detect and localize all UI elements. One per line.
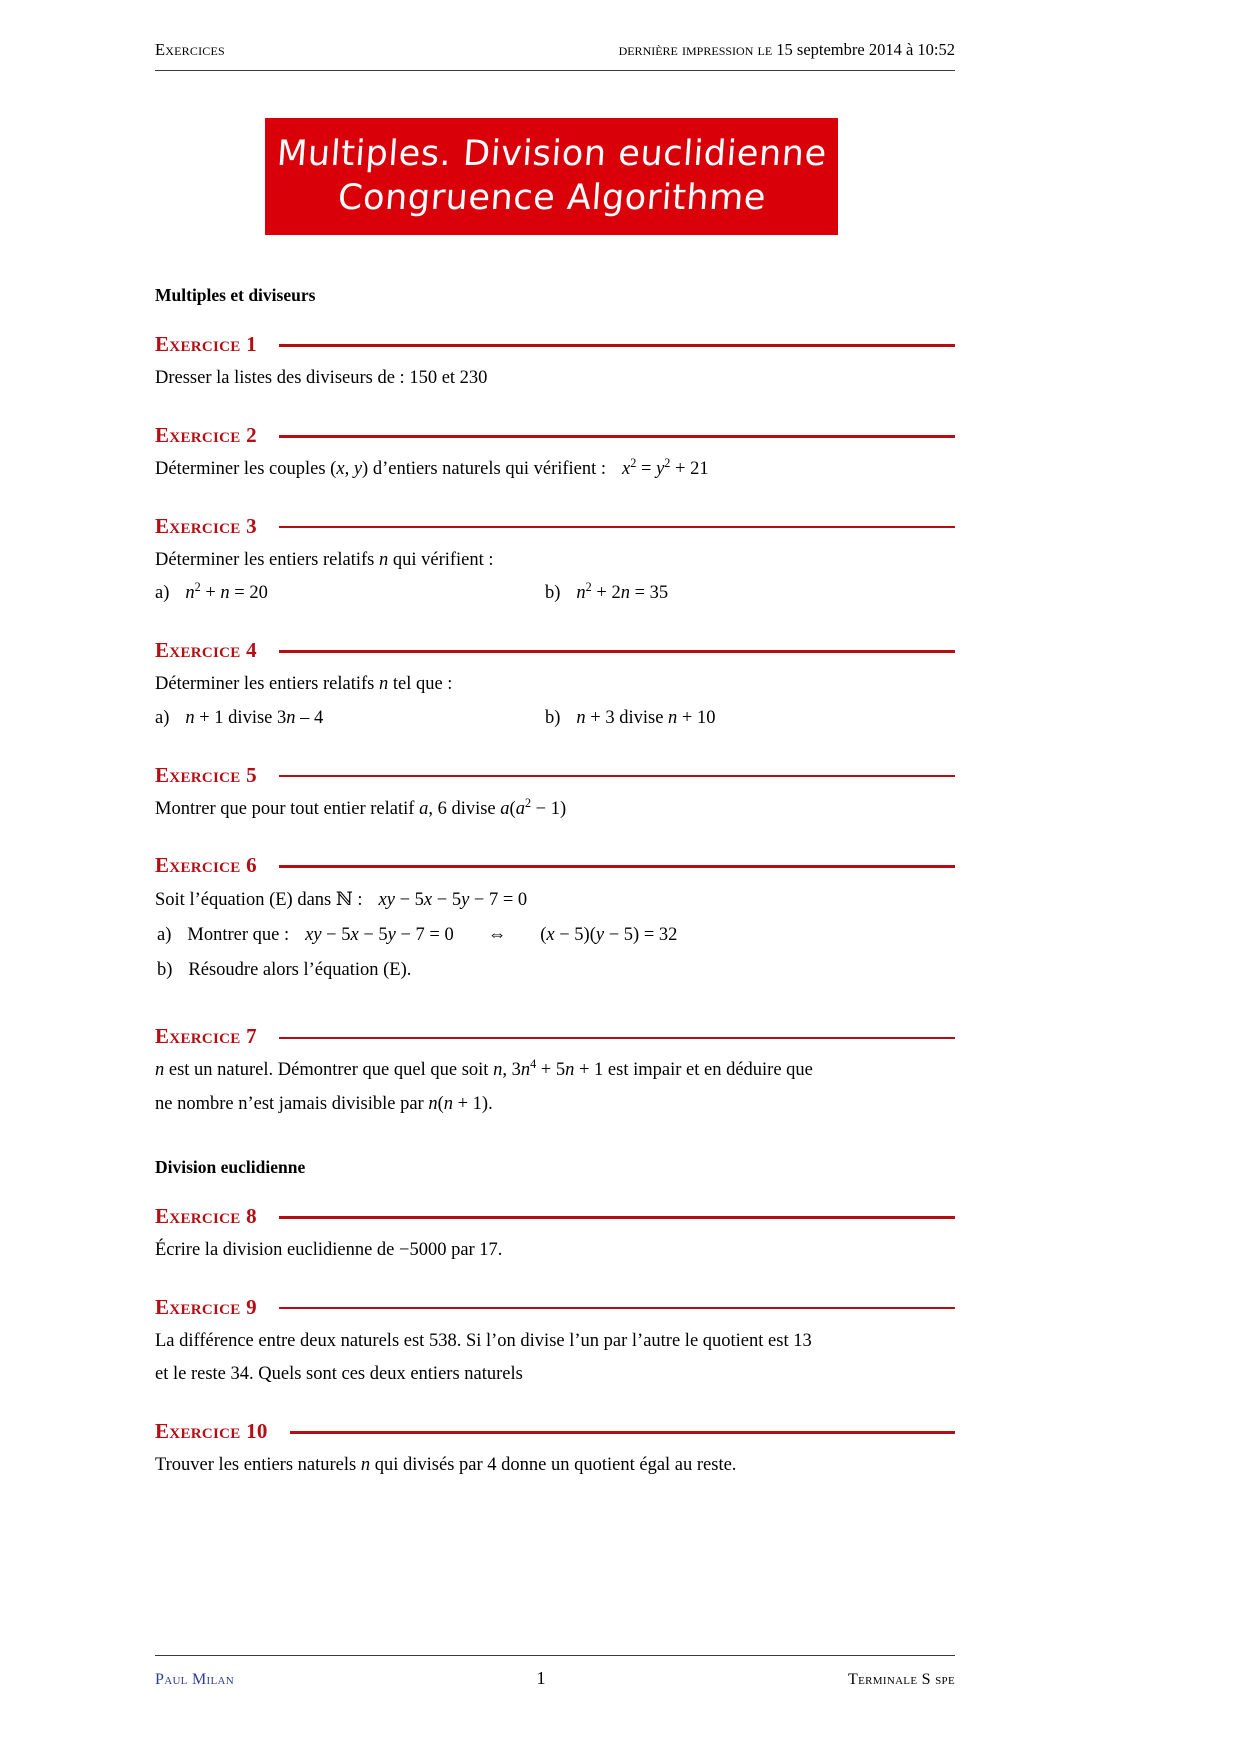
ex7-text-a: est un naturel. Démontrer que quel que soit <box>164 1060 494 1081</box>
ex7-l2-n2: n <box>443 1094 453 1115</box>
ex6-text-a: Soit l’équation (E) dans <box>155 890 336 911</box>
page-header <box>155 40 955 60</box>
exercise-header-8 <box>155 1204 955 1229</box>
ex6-eq-end: − 7 = 0 <box>469 890 528 911</box>
ex7-var-n: n <box>155 1060 165 1081</box>
ex3-a-end: = 20 <box>229 583 268 604</box>
title-line-2: Congruence Algorithme <box>336 177 767 218</box>
exercise-label-7: Exercice 7 <box>155 1024 257 1049</box>
exercise-body-4 <box>155 671 955 733</box>
title-line-1: Multiples. Division euclidienne <box>275 133 828 174</box>
exercise-label-6: Exercice 6 <box>155 853 257 878</box>
exercise-label-3: Exercice 3 <box>155 513 257 538</box>
exercise-header-6 <box>155 853 955 878</box>
exercise-label-10: Exercice 10 <box>155 1419 268 1444</box>
ex3-a-prefix: a) <box>155 583 170 604</box>
ex3-b-sup: 2 <box>585 580 592 595</box>
exercise-6-item-a <box>155 921 955 950</box>
exercise-rule-8 <box>279 1216 955 1219</box>
exercise-rule-5 <box>279 775 955 778</box>
ex5-var-a2: a <box>500 798 510 819</box>
exercise-4-items <box>155 705 955 733</box>
exercise-label-8: Exercice 8 <box>155 1203 257 1228</box>
ex6-text-b: : <box>352 890 363 911</box>
ex6-a-text: Montrer que : <box>187 925 290 945</box>
ex6-a-eq-m2: − 5 <box>358 925 388 945</box>
ex6-a-prefix: a) <box>157 925 172 945</box>
ex2-eq-x: x <box>622 458 631 479</box>
ex6-a-res-x: x <box>546 925 555 945</box>
header-rule <box>155 70 955 71</box>
ex5-text-b: , 6 divise <box>428 798 501 819</box>
header-right-label <box>619 40 955 60</box>
ex4-b-prefix: b) <box>545 707 561 728</box>
ex6-a-res-open: ( <box>540 925 547 945</box>
ex3-text-b: qui vérifient : <box>388 549 494 570</box>
exercise-3-items <box>155 580 955 608</box>
exercise-rule-3 <box>279 526 955 529</box>
ex4-a-prefix: a) <box>155 707 170 728</box>
exercise-rule-7 <box>279 1037 955 1040</box>
exercise-label-9: Exercice 9 <box>155 1294 257 1319</box>
ex4-b-mid: + 3 divise <box>585 707 669 728</box>
exercise-1-line-1: Dresser la listes des diviseurs de : 150 et 230 <box>155 368 488 388</box>
document-content <box>155 285 955 1510</box>
ex2-comma: , <box>344 458 354 479</box>
exercise-2-line-1 <box>155 456 955 484</box>
ex7-var-n4: n <box>565 1060 575 1081</box>
exercise-body-7 <box>155 1057 955 1119</box>
ex7-l2-n1: n <box>428 1094 438 1115</box>
ex4-text-a: Déterminer les entiers relatifs <box>155 674 379 694</box>
ex7-var-n2: n <box>493 1060 503 1081</box>
exercise-4-item-a <box>155 705 545 733</box>
ex6-a-res-y: y <box>595 925 605 945</box>
exercise-10-line-1 <box>155 1452 955 1480</box>
exercise-label-1: Exercice 1 <box>155 332 257 356</box>
ex3-b-n2: n <box>620 583 630 604</box>
ex4-b-n2: n <box>668 707 678 728</box>
ex3-b-mid: + 2 <box>591 583 621 604</box>
ex6-eq-xy: xy <box>378 890 395 911</box>
exercise-label-4: Exercice 4 <box>155 638 257 662</box>
ex4-text-b: tel que : <box>388 674 453 694</box>
exercise-body-10 <box>155 1452 955 1480</box>
exercise-header-5 <box>155 763 955 788</box>
exercise-rule-2 <box>279 435 955 438</box>
ex2-text-a: Déterminer les couples ( <box>155 458 337 479</box>
exercise-7-line-2 <box>155 1091 955 1119</box>
ex6-eq-m2: − 5 <box>432 890 462 911</box>
exercise-3-line-1 <box>155 547 955 575</box>
exercise-body-9 <box>155 1328 955 1390</box>
ex7-l2-text-b: ( <box>437 1094 444 1115</box>
page-footer <box>155 1668 955 1689</box>
ex2-eq-y: y <box>656 458 665 479</box>
exercise-7-line-1 <box>155 1057 955 1085</box>
header-left-label: Exercices <box>155 40 225 59</box>
ex6-b-text: Résoudre alors l’équation (E). <box>188 959 412 980</box>
ex6-eq-y: y <box>461 890 470 911</box>
exercise-rule-6 <box>279 865 955 868</box>
section-heading-division: Division euclidienne <box>155 1156 306 1177</box>
ex7-l2-text-c: + 1). <box>453 1094 493 1115</box>
title-banner <box>265 118 838 235</box>
ex4-var-n: n <box>378 674 389 694</box>
exercise-6-line-1 <box>155 886 955 915</box>
ex2-eq-end: + 21 <box>670 458 709 479</box>
ex2-var-x: x <box>336 458 345 479</box>
equivalence-arrow-icon: ⇔ <box>487 925 507 945</box>
ex2-text-b: ) d’entiers naturels qui vérifient : <box>362 458 607 479</box>
ex6-set-naturals-symbol: ℕ <box>335 889 353 911</box>
ex6-a-eq-y: y <box>387 925 396 945</box>
exercise-header-9 <box>155 1295 955 1320</box>
exercise-rule-9 <box>279 1307 955 1310</box>
ex7-var-n3: n <box>520 1060 531 1081</box>
exercise-header-2 <box>155 423 955 448</box>
exercise-header-4 <box>155 638 955 663</box>
exercise-body-1 <box>155 365 955 393</box>
exercise-header-10 <box>155 1419 955 1444</box>
footer-course-label: Terminale S spe <box>848 1671 955 1688</box>
ex10-text-a: Trouver les entiers naturels <box>155 1455 361 1476</box>
exercise-body-3 <box>155 547 955 609</box>
ex6-eq-m1: − 5 <box>394 890 424 911</box>
ex4-b-n1: n <box>576 707 586 728</box>
ex7-text-b: , 3 <box>502 1060 521 1081</box>
exercise-rule-1 <box>279 344 955 347</box>
exercise-3-item-b <box>545 580 955 608</box>
ex5-paren-open: ( <box>509 798 516 819</box>
exercise-label-2: Exercice 2 <box>155 422 257 447</box>
ex7-l2-text-a: ne nombre n’est jamais divisible par <box>155 1094 429 1115</box>
exercise-body-8 <box>155 1237 955 1265</box>
ex5-text-a: Montrer que pour tout entier relatif <box>155 798 420 819</box>
exercise-3-item-a <box>155 580 545 608</box>
exercise-rule-10 <box>290 1431 955 1434</box>
ex10-var-n: n <box>360 1455 371 1476</box>
ex3-var-n: n <box>378 549 389 570</box>
ex7-text-c: + 5 <box>536 1060 566 1081</box>
exercise-header-3 <box>155 514 955 539</box>
ex2-eq-sup-1: 2 <box>630 455 637 470</box>
header-impression-prefix: dernière impression le <box>618 40 773 59</box>
exercise-4-item-b <box>545 705 955 733</box>
ex4-a-mid: + 1 divise 3 <box>194 707 287 728</box>
ex6-a-res-end: − 5) = 32 <box>604 925 678 945</box>
header-impression-date: 15 septembre 2014 à 10:52 <box>776 40 955 59</box>
ex7-text-d: + 1 est impair et en déduire que <box>574 1060 813 1081</box>
ex6-a-eq-x: x <box>350 925 359 945</box>
exercise-rule-4 <box>279 650 955 653</box>
exercise-header-7 <box>155 1024 955 1049</box>
exercise-label-5: Exercice 5 <box>155 762 257 787</box>
ex5-var-a: a <box>419 798 429 819</box>
ex3-a-n2: n <box>220 583 230 604</box>
footer-rule <box>155 1655 955 1656</box>
ex3-a-n1: n <box>185 583 195 604</box>
ex6-a-eq-xy: xy <box>305 925 322 945</box>
ex3-a-sup: 2 <box>194 580 201 595</box>
section-heading-multiples: Multiples et diviseurs <box>155 285 316 305</box>
footer-author: Paul Milan <box>155 1671 235 1688</box>
ex6-a-eq-m1: − 5 <box>321 925 351 945</box>
exercise-body-2 <box>155 456 955 484</box>
page-number: 1 <box>536 1668 546 1688</box>
ex2-eq-sup-2: 2 <box>664 455 671 470</box>
ex2-var-y: y <box>353 458 363 479</box>
ex3-text-a: Déterminer les entiers relatifs <box>155 549 379 570</box>
exercise-9-line-2: et le reste 34. Quels sont ces deux entiers naturels <box>155 1364 523 1385</box>
exercise-header-1 <box>155 332 955 357</box>
ex4-a-n2: n <box>286 707 296 728</box>
exercise-8-line-1: Écrire la division euclidienne de −5000 par 17. <box>155 1239 503 1260</box>
ex3-b-end: = 35 <box>629 583 669 604</box>
ex4-a-n1: n <box>185 707 195 728</box>
ex5-sup: 2 <box>524 795 532 810</box>
ex3-b-prefix: b) <box>545 583 561 604</box>
exercise-6-item-b <box>155 956 955 985</box>
ex6-b-prefix: b) <box>157 959 173 980</box>
ex10-text-b: qui divisés par 4 donne un quotient égal au reste. <box>370 1455 737 1476</box>
exercise-body-5 <box>155 796 955 824</box>
ex5-var-a3: a <box>515 798 525 819</box>
ex6-eq-x: x <box>423 890 433 911</box>
ex7-sup: 4 <box>530 1057 537 1072</box>
exercise-9-line-1: La différence entre deux naturels est 538. Si l’on divise l’un par l’autre le quotient est 13 <box>155 1330 812 1351</box>
exercise-5-line-1 <box>155 796 955 824</box>
ex6-a-eq-end: − 7 = 0 <box>395 925 454 945</box>
ex3-a-mid: + <box>200 583 221 604</box>
exercise-4-line-1 <box>155 671 955 699</box>
exercise-body-6 <box>155 886 955 984</box>
ex4-b-end: + 10 <box>677 707 716 728</box>
ex2-eq-mid: = <box>636 458 657 479</box>
ex5-text-d: − 1) <box>531 798 567 819</box>
ex4-a-end: – 4 <box>295 707 324 728</box>
ex6-a-res-m1: − 5)( <box>554 925 596 945</box>
ex3-b-n1: n <box>576 583 586 604</box>
